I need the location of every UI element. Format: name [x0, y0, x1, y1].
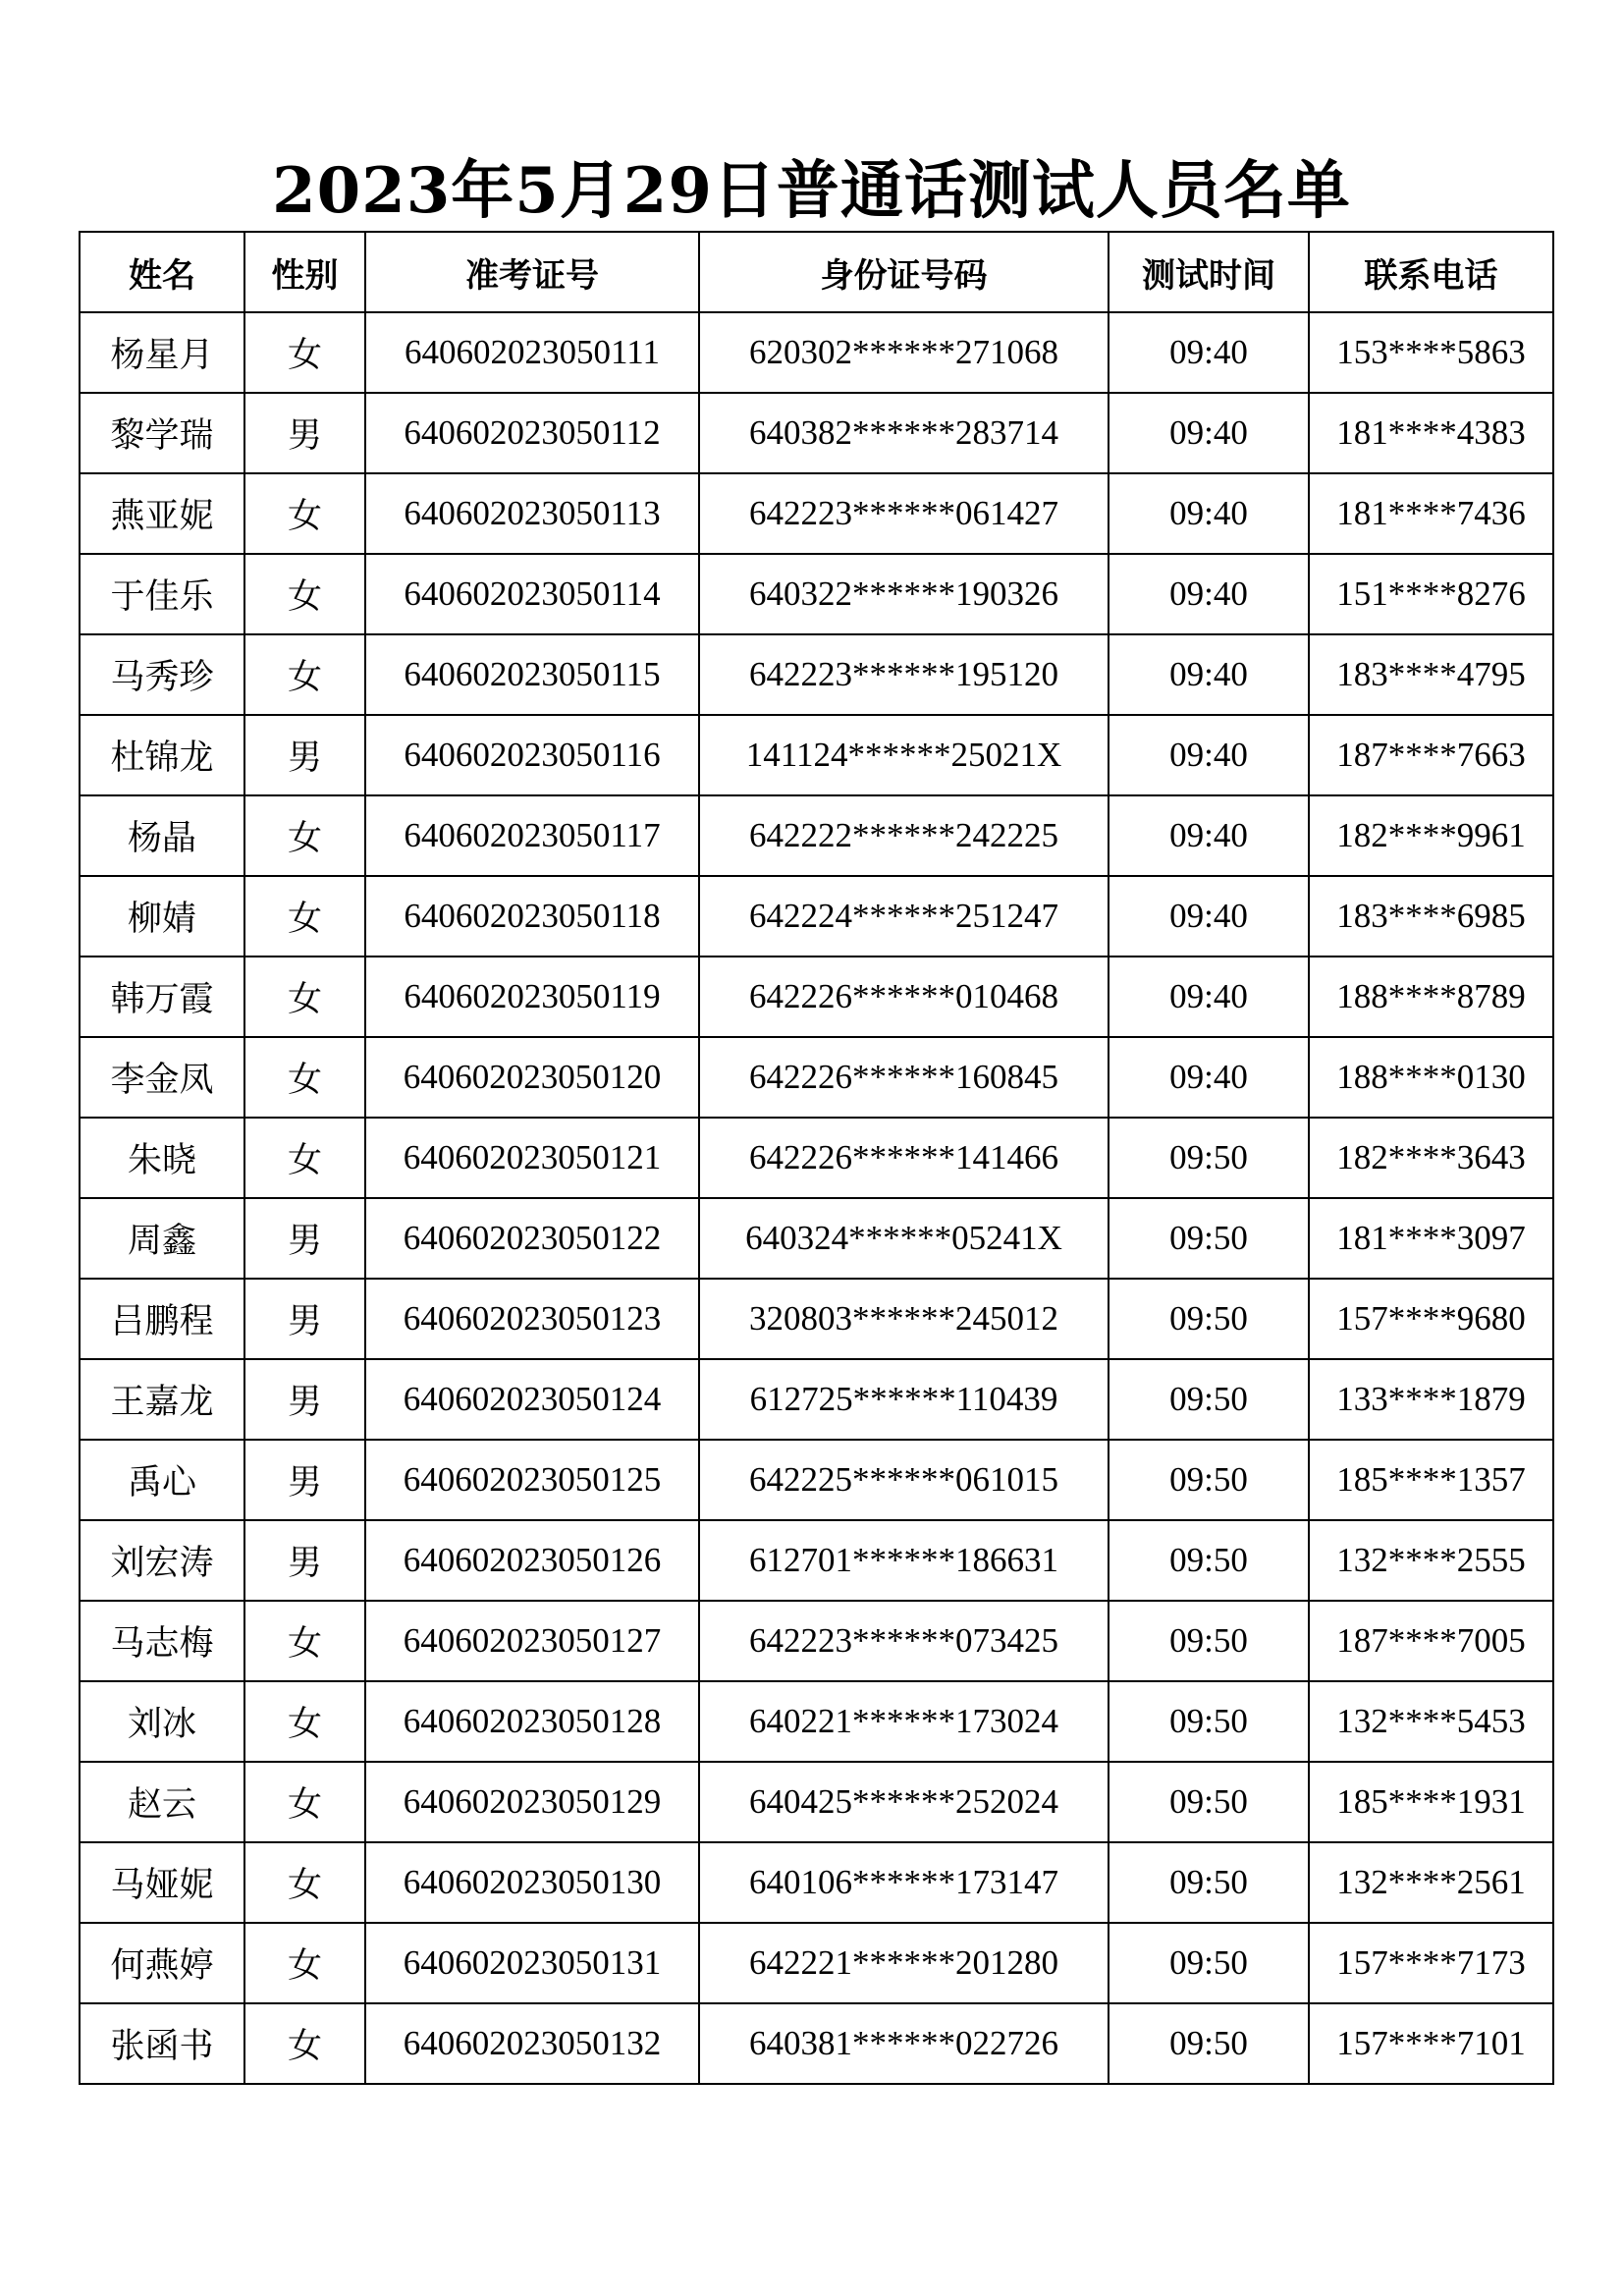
header-gender: 性别 [244, 232, 365, 312]
cell-id-number: 642223******195120 [699, 634, 1109, 715]
cell-test-time: 09:40 [1109, 634, 1309, 715]
table-row [80, 634, 1553, 715]
table-row [80, 2003, 1553, 2084]
table-row [80, 1520, 1553, 1601]
cell-name: 吕鹏程 [80, 1279, 244, 1359]
cell-exam-number: 640602023050126 [365, 1520, 699, 1601]
cell-exam-number: 640602023050131 [365, 1923, 699, 2003]
cell-name: 张函书 [80, 2003, 244, 2084]
cell-exam-number: 640602023050128 [365, 1681, 699, 1762]
cell-test-time: 09:50 [1109, 1198, 1309, 1279]
cell-name: 杜锦龙 [80, 715, 244, 795]
table-row [80, 957, 1553, 1037]
cell-id-number: 141124******25021X [699, 715, 1109, 795]
cell-test-time: 09:50 [1109, 1762, 1309, 1842]
cell-phone: 181****7436 [1309, 473, 1553, 554]
cell-phone: 132****2555 [1309, 1520, 1553, 1601]
cell-exam-number: 640602023050124 [365, 1359, 699, 1440]
cell-id-number: 642223******061427 [699, 473, 1109, 554]
cell-id-number: 642224******251247 [699, 876, 1109, 957]
cell-id-number: 612701******186631 [699, 1520, 1109, 1601]
cell-gender: 女 [244, 957, 365, 1037]
cell-name: 禹心 [80, 1440, 244, 1520]
table-header [80, 232, 1553, 312]
cell-exam-number: 640602023050132 [365, 2003, 699, 2084]
header-test-time: 测试时间 [1109, 232, 1309, 312]
cell-name: 韩万霞 [80, 957, 244, 1037]
cell-phone: 133****1879 [1309, 1359, 1553, 1440]
cell-exam-number: 640602023050111 [365, 312, 699, 393]
header-exam-number: 准考证号 [365, 232, 699, 312]
cell-exam-number: 640602023050123 [365, 1279, 699, 1359]
table-row [80, 312, 1553, 393]
cell-gender: 男 [244, 1198, 365, 1279]
cell-name: 于佳乐 [80, 554, 244, 634]
table-row [80, 1440, 1553, 1520]
cell-test-time: 09:50 [1109, 1359, 1309, 1440]
cell-id-number: 640382******283714 [699, 393, 1109, 473]
cell-test-time: 09:50 [1109, 1681, 1309, 1762]
cell-name: 黎学瑞 [80, 393, 244, 473]
cell-phone: 153****5863 [1309, 312, 1553, 393]
cell-test-time: 09:50 [1109, 1923, 1309, 2003]
cell-name: 柳婧 [80, 876, 244, 957]
cell-gender: 男 [244, 715, 365, 795]
cell-id-number: 640324******05241X [699, 1198, 1109, 1279]
cell-exam-number: 640602023050125 [365, 1440, 699, 1520]
cell-phone: 183****6985 [1309, 876, 1553, 957]
cell-gender: 女 [244, 634, 365, 715]
cell-id-number: 320803******245012 [699, 1279, 1109, 1359]
cell-id-number: 642222******242225 [699, 795, 1109, 876]
cell-gender: 女 [244, 1037, 365, 1118]
table-row [80, 1279, 1553, 1359]
cell-phone: 151****8276 [1309, 554, 1553, 634]
cell-exam-number: 640602023050117 [365, 795, 699, 876]
cell-name: 杨晶 [80, 795, 244, 876]
cell-gender: 男 [244, 1440, 365, 1520]
cell-id-number: 640381******022726 [699, 2003, 1109, 2084]
table-row [80, 1923, 1553, 2003]
cell-exam-number: 640602023050113 [365, 473, 699, 554]
cell-test-time: 09:40 [1109, 473, 1309, 554]
cell-phone: 188****8789 [1309, 957, 1553, 1037]
cell-id-number: 612725******110439 [699, 1359, 1109, 1440]
cell-id-number: 642223******073425 [699, 1601, 1109, 1681]
cell-exam-number: 640602023050118 [365, 876, 699, 957]
cell-name: 马志梅 [80, 1601, 244, 1681]
cell-gender: 男 [244, 393, 365, 473]
cell-id-number: 640425******252024 [699, 1762, 1109, 1842]
cell-id-number: 620302******271068 [699, 312, 1109, 393]
cell-test-time: 09:50 [1109, 1440, 1309, 1520]
cell-exam-number: 640602023050130 [365, 1842, 699, 1923]
cell-test-time: 09:40 [1109, 1037, 1309, 1118]
cell-phone: 132****5453 [1309, 1681, 1553, 1762]
cell-test-time: 09:40 [1109, 715, 1309, 795]
page-title: 2023年5月29日普通话测试人员名单 [272, 154, 1351, 228]
cell-test-time: 09:40 [1109, 393, 1309, 473]
cell-phone: 185****1357 [1309, 1440, 1553, 1520]
table-row [80, 1842, 1553, 1923]
cell-id-number: 640106******173147 [699, 1842, 1109, 1923]
cell-test-time: 09:50 [1109, 1118, 1309, 1198]
header-name: 姓名 [80, 232, 244, 312]
cell-test-time: 09:40 [1109, 957, 1309, 1037]
table-row [80, 876, 1553, 957]
table-row [80, 1681, 1553, 1762]
cell-phone: 188****0130 [1309, 1037, 1553, 1118]
cell-exam-number: 640602023050119 [365, 957, 699, 1037]
cell-gender: 男 [244, 1520, 365, 1601]
table-row [80, 473, 1553, 554]
cell-test-time: 09:40 [1109, 554, 1309, 634]
cell-name: 刘宏涛 [80, 1520, 244, 1601]
cell-id-number: 640221******173024 [699, 1681, 1109, 1762]
cell-phone: 157****7101 [1309, 2003, 1553, 2084]
cell-gender: 女 [244, 795, 365, 876]
cell-name: 赵云 [80, 1762, 244, 1842]
cell-phone: 132****2561 [1309, 1842, 1553, 1923]
table-row [80, 393, 1553, 473]
cell-test-time: 09:50 [1109, 1842, 1309, 1923]
cell-phone: 157****9680 [1309, 1279, 1553, 1359]
cell-gender: 男 [244, 1279, 365, 1359]
cell-name: 马娅妮 [80, 1842, 244, 1923]
cell-id-number: 640322******190326 [699, 554, 1109, 634]
table-row [80, 1037, 1553, 1118]
cell-gender: 女 [244, 876, 365, 957]
cell-phone: 187****7663 [1309, 715, 1553, 795]
cell-exam-number: 640602023050120 [365, 1037, 699, 1118]
cell-gender: 女 [244, 1681, 365, 1762]
table-body [80, 312, 1553, 2084]
header-id-number: 身份证号码 [699, 232, 1109, 312]
cell-gender: 女 [244, 312, 365, 393]
table-row [80, 1118, 1553, 1198]
cell-gender: 男 [244, 1359, 365, 1440]
cell-name: 燕亚妮 [80, 473, 244, 554]
cell-name: 李金凤 [80, 1037, 244, 1118]
cell-id-number: 642226******141466 [699, 1118, 1109, 1198]
cell-gender: 女 [244, 1762, 365, 1842]
cell-gender: 女 [244, 2003, 365, 2084]
cell-test-time: 09:40 [1109, 312, 1309, 393]
cell-name: 刘冰 [80, 1681, 244, 1762]
table-row [80, 795, 1553, 876]
cell-gender: 女 [244, 1601, 365, 1681]
cell-phone: 181****3097 [1309, 1198, 1553, 1279]
table-row [80, 1198, 1553, 1279]
cell-test-time: 09:50 [1109, 1601, 1309, 1681]
cell-name: 杨星月 [80, 312, 244, 393]
cell-phone: 187****7005 [1309, 1601, 1553, 1681]
table-row [80, 1359, 1553, 1440]
cell-name: 王嘉龙 [80, 1359, 244, 1440]
cell-gender: 女 [244, 1923, 365, 2003]
table-row [80, 715, 1553, 795]
table-row [80, 1762, 1553, 1842]
cell-exam-number: 640602023050112 [365, 393, 699, 473]
cell-gender: 女 [244, 1842, 365, 1923]
cell-exam-number: 640602023050127 [365, 1601, 699, 1681]
cell-phone: 182****9961 [1309, 795, 1553, 876]
cell-exam-number: 640602023050122 [365, 1198, 699, 1279]
cell-name: 朱晓 [80, 1118, 244, 1198]
cell-id-number: 642226******160845 [699, 1037, 1109, 1118]
cell-test-time: 09:40 [1109, 795, 1309, 876]
cell-test-time: 09:40 [1109, 876, 1309, 957]
cell-id-number: 642226******010468 [699, 957, 1109, 1037]
cell-test-time: 09:50 [1109, 1520, 1309, 1601]
cell-name: 周鑫 [80, 1198, 244, 1279]
cell-exam-number: 640602023050129 [365, 1762, 699, 1842]
cell-exam-number: 640602023050121 [365, 1118, 699, 1198]
cell-gender: 女 [244, 554, 365, 634]
cell-gender: 女 [244, 473, 365, 554]
table-row [80, 554, 1553, 634]
table-row [80, 1601, 1553, 1681]
cell-gender: 女 [244, 1118, 365, 1198]
cell-phone: 183****4795 [1309, 634, 1553, 715]
header-row [80, 232, 1553, 312]
cell-name: 马秀珍 [80, 634, 244, 715]
cell-phone: 181****4383 [1309, 393, 1553, 473]
cell-name: 何燕婷 [80, 1923, 244, 2003]
cell-test-time: 09:50 [1109, 1279, 1309, 1359]
cell-phone: 182****3643 [1309, 1118, 1553, 1198]
cell-exam-number: 640602023050115 [365, 634, 699, 715]
cell-exam-number: 640602023050114 [365, 554, 699, 634]
cell-phone: 185****1931 [1309, 1762, 1553, 1842]
roster-table [79, 231, 1554, 2085]
cell-id-number: 642221******201280 [699, 1923, 1109, 2003]
header-phone: 联系电话 [1309, 232, 1553, 312]
cell-exam-number: 640602023050116 [365, 715, 699, 795]
cell-phone: 157****7173 [1309, 1923, 1553, 2003]
cell-id-number: 642225******061015 [699, 1440, 1109, 1520]
cell-test-time: 09:50 [1109, 2003, 1309, 2084]
